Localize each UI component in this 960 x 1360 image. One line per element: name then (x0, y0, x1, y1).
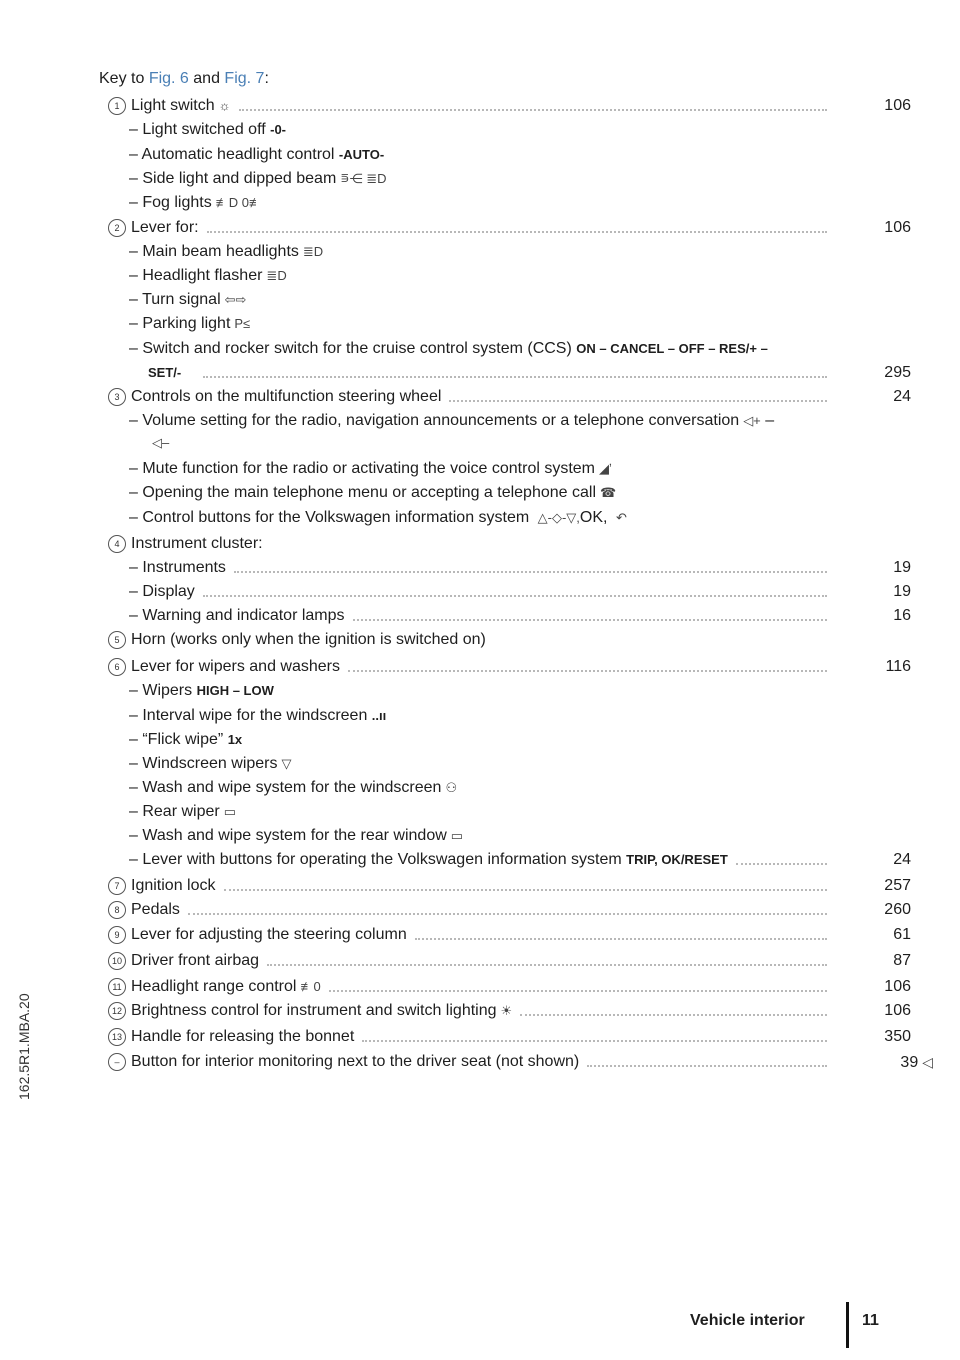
item-label: Wash and wipe system for the rear window (142, 827, 447, 844)
key-subitem (129, 169, 913, 191)
dot-leader (267, 964, 827, 966)
page-reference[interactable] (851, 558, 911, 578)
light-switch-icon: ☼ (218, 98, 231, 113)
item-number-badge: 1 (108, 97, 126, 115)
item-label: Rear wiper (142, 803, 220, 820)
item-text (129, 778, 457, 798)
key-item (108, 900, 913, 922)
page-reference[interactable] (851, 363, 911, 383)
page-reference[interactable] (851, 606, 911, 626)
footer-page-number: 11 (862, 1312, 879, 1329)
key-item (108, 534, 913, 556)
key-subitem (129, 145, 913, 167)
item-text (131, 657, 340, 677)
dot-leader (736, 863, 827, 865)
key-subitem (129, 802, 913, 824)
item-label: Ignition lock (131, 877, 216, 894)
page-reference[interactable] (851, 387, 911, 407)
key-item (108, 1052, 933, 1074)
item-label: Horn (works only when the ignition is switched on) (131, 631, 486, 648)
item-label: Light switched off (142, 121, 271, 138)
item-text (131, 387, 441, 407)
item-label: Lever for wipers and washers (131, 658, 340, 675)
item-text (131, 534, 263, 554)
page-number: 295 (884, 364, 911, 381)
item-text (129, 706, 386, 726)
item-text (129, 508, 627, 528)
item-label: Instruments (142, 559, 226, 576)
item-text (129, 120, 286, 140)
item-tail: OK, (579, 509, 612, 526)
mute-voice-icon: ◢ʼ (599, 461, 612, 476)
key-item (108, 876, 913, 898)
control-label: ..ıı (371, 708, 387, 723)
item-label: Mute function for the radio or activating the voice control system (142, 460, 596, 477)
page-reference[interactable] (851, 977, 911, 997)
page-reference[interactable] (851, 1001, 911, 1021)
item-text (129, 730, 242, 750)
item-label: Opening the main telephone menu or accepting a telephone call (142, 484, 596, 501)
item-number-badge: 11 (108, 978, 126, 996)
item-label: Lever with buttons for operating the Volkswagen information system (142, 851, 627, 868)
key-subitem (129, 483, 913, 505)
item-label: Parking light (142, 315, 231, 332)
item-label: Lever for adjusting the steering column (131, 926, 407, 943)
document-code: 162.5R1.MBA.20 (16, 993, 32, 1100)
item-text (129, 850, 728, 870)
key-item (108, 96, 913, 118)
item-label: Button for interior monitoring next to the driver seat (not shown) (131, 1053, 580, 1070)
item-text (131, 1052, 579, 1072)
item-label: Warning and indicator lamps (142, 607, 345, 624)
page-reference[interactable] (851, 1027, 911, 1047)
page-number: 260 (884, 901, 911, 918)
page-number: 16 (893, 607, 911, 624)
item-text (129, 193, 262, 213)
item-number-badge: 8 (108, 901, 126, 919)
key-subitem (129, 850, 913, 872)
item-text (129, 242, 323, 262)
item-number-badge: 6 (108, 658, 126, 676)
page-number: 61 (893, 926, 911, 943)
key-subitem (129, 339, 913, 361)
key-item-continuation (129, 433, 913, 455)
item-label: “Flick wipe” (142, 731, 228, 748)
page-reference[interactable] (851, 925, 911, 945)
item-number-badge: 9 (108, 926, 126, 944)
item-text (129, 754, 292, 774)
dot-leader (362, 1040, 827, 1042)
key-item (108, 630, 913, 652)
item-label: Switch and rocker switch for the cruise control system (CCS) (142, 340, 577, 357)
control-label: HIGH – LOW (196, 683, 274, 698)
key-subitem (129, 558, 913, 580)
item-label: Fog lights (142, 194, 212, 211)
dot-leader (203, 595, 827, 597)
key-subitem (129, 193, 913, 215)
item-label: Automatic headlight control (141, 146, 339, 163)
page-reference[interactable] (851, 850, 911, 870)
key-subitem (129, 681, 913, 703)
page-number: 24 (893, 388, 911, 405)
key-subitem (129, 730, 913, 752)
page-number: 24 (893, 851, 911, 868)
item-number-badge: 12 (108, 1002, 126, 1020)
item-text (131, 977, 321, 997)
fig6-link[interactable]: Fig. 6 (148, 70, 189, 87)
key-item (108, 218, 913, 240)
item-text (129, 802, 236, 822)
item-text (129, 169, 387, 189)
item-label: Handle for releasing the bonnet (131, 1028, 355, 1045)
item-label: Interval wipe for the windscreen (142, 707, 372, 724)
page-number: 257 (884, 877, 911, 894)
key-subitem (129, 826, 913, 848)
item-text (129, 459, 612, 479)
key-subitem (129, 266, 913, 288)
parking-light-icon: P≤ (234, 316, 251, 331)
key-subitem (129, 459, 913, 481)
turn-signal-icon: ⇦⇨ (224, 292, 247, 307)
telephone-icon: ☎ (600, 485, 617, 500)
item-label: Main beam headlights (142, 243, 299, 260)
item-label: Side light and dipped beam (142, 170, 337, 187)
page-number: 87 (893, 952, 911, 969)
item-text (131, 876, 216, 896)
page-number: 39 (900, 1054, 919, 1071)
page-number: 106 (884, 1002, 911, 1019)
item-label: Light switch (131, 97, 215, 114)
item-text (131, 925, 407, 945)
windscreen-wiper-icon: ▽ (281, 756, 292, 771)
item-number-badge: 13 (108, 1028, 126, 1046)
item-text (129, 290, 246, 310)
page-reference[interactable] (851, 900, 911, 920)
key-item (108, 977, 913, 999)
page-reference[interactable] (851, 657, 911, 677)
page-number: 106 (884, 97, 911, 114)
key-subitem (129, 242, 913, 264)
item-text (129, 266, 287, 286)
dot-leader (449, 400, 827, 402)
page-reference[interactable] (851, 582, 911, 602)
item-text (129, 681, 274, 701)
item-text (129, 339, 768, 359)
headlight-range-icon: ≢0 (300, 979, 321, 994)
dot-leader (207, 231, 827, 233)
item-text (129, 826, 463, 846)
intro-suffix: : (264, 70, 269, 87)
main-beam-icon: ≣D (302, 244, 324, 259)
dot-leader (353, 619, 827, 621)
item-tail: – (760, 412, 775, 429)
brightness-icon: ☀ (500, 1003, 513, 1018)
key-item (108, 1027, 913, 1049)
key-item (108, 657, 913, 679)
item-text (148, 433, 169, 453)
page-number: 19 (893, 583, 911, 600)
page-number: 106 (884, 978, 911, 995)
key-subitem (129, 778, 913, 800)
key-subitem (129, 606, 913, 628)
dot-leader (587, 1065, 827, 1067)
item-label: Wipers (142, 682, 197, 699)
item-text (129, 558, 226, 578)
control-label: -0- (270, 122, 287, 137)
item-label: Lever for: (131, 219, 199, 236)
page-number: 106 (884, 219, 911, 236)
key-subitem (129, 120, 913, 142)
item-number-badge: 3 (108, 388, 126, 406)
key-subitem (129, 706, 913, 728)
key-subitem (129, 754, 913, 776)
control-label: 1x (227, 732, 243, 747)
fog-lights-icon: ≢D 0≢ (215, 195, 262, 210)
key-item-continuation (129, 363, 913, 385)
key-item (108, 951, 913, 973)
footer-section-title: Vehicle interior (690, 1312, 805, 1329)
key-item (108, 925, 913, 947)
dot-leader (239, 109, 827, 111)
item-number-badge: 5 (108, 631, 126, 649)
dot-leader (188, 913, 827, 915)
item-text (131, 900, 180, 920)
item-text (131, 1001, 512, 1021)
item-text (129, 483, 616, 503)
item-label: Display (142, 583, 195, 600)
intro-prefix: Key to (99, 70, 149, 87)
side-light-dipped-beam-icon: ⋾⋲ ≣D (340, 171, 387, 186)
page-reference[interactable] (851, 951, 911, 971)
volume-up-icon: ◁+ (743, 413, 761, 428)
item-text (129, 606, 345, 626)
item-number-badge: 10 (108, 952, 126, 970)
page-reference[interactable] (853, 1052, 933, 1073)
item-text (131, 1027, 354, 1047)
key-item (108, 1001, 913, 1023)
item-text (131, 630, 486, 650)
item-label: Controls on the multifunction steering wheel (131, 388, 442, 405)
intro-and: and (188, 70, 225, 87)
item-label: Driver front airbag (131, 952, 260, 969)
item-text (129, 582, 195, 602)
fig7-link[interactable]: Fig. 7 (224, 70, 265, 87)
rear-wiper-icon: ▭ (223, 804, 236, 819)
page-reference[interactable] (851, 218, 911, 238)
footer-divider (846, 1302, 849, 1348)
item-text (148, 363, 181, 383)
dot-leader (329, 990, 827, 992)
item-text (129, 145, 384, 165)
key-subitem (129, 314, 913, 336)
item-text (131, 96, 231, 116)
windscreen-washer-icon: ⚇ (445, 780, 458, 795)
item-label: Turn signal (142, 291, 221, 308)
item-label: Instrument cluster: (131, 535, 263, 552)
intro-line (99, 70, 269, 88)
item-number-badge: 4 (108, 535, 126, 553)
item-label: Volume setting for the radio, navigation announcements or a telephone conversation (142, 412, 740, 429)
key-item (108, 387, 913, 409)
key-subitem (129, 508, 913, 530)
page-number: 350 (884, 1028, 911, 1045)
item-number-badge: 2 (108, 219, 126, 237)
back-triangle-icon[interactable]: ◁ (922, 1054, 933, 1070)
item-label: Wash and wipe system for the windscreen (142, 779, 442, 796)
item-label: Headlight range control (131, 978, 297, 995)
item-text (129, 314, 250, 334)
volume-down-icon: ◁– (152, 435, 170, 450)
dot-leader (234, 571, 827, 573)
key-subitem (129, 411, 913, 433)
dot-leader (348, 670, 827, 672)
page-reference[interactable] (851, 876, 911, 896)
item-text (131, 951, 259, 971)
page-reference[interactable] (851, 96, 911, 116)
dot-leader (415, 938, 827, 940)
dot-leader (520, 1014, 827, 1016)
page-number: 116 (885, 658, 911, 675)
control-buttons-icon: △-◇-▽, (537, 510, 580, 525)
control-label: ON – CANCEL – OFF – RES/+ – (576, 341, 768, 356)
item-label: Windscreen wipers (142, 755, 278, 772)
control-label: SET/- (148, 365, 182, 380)
back-icon: ↶ (615, 510, 627, 525)
page-number: 19 (893, 559, 911, 576)
headlight-flasher-icon: ≣D (266, 268, 287, 283)
item-number-badge: – (108, 1053, 126, 1071)
item-text (131, 218, 199, 238)
item-number-badge: 7 (108, 877, 126, 895)
item-label: Brightness control for instrument and switch lighting (131, 1002, 497, 1019)
item-text (129, 411, 774, 431)
key-subitem (129, 582, 913, 604)
item-label: Control buttons for the Volkswagen information system (142, 509, 534, 526)
control-label: TRIP, OK/RESET (626, 852, 728, 867)
dot-leader (224, 889, 827, 891)
item-label: Headlight flasher (142, 267, 263, 284)
dot-leader (203, 376, 827, 378)
rear-washer-icon: ▭ (450, 828, 464, 843)
control-label: -AUTO- (338, 147, 385, 162)
item-label: Pedals (131, 901, 180, 918)
key-subitem (129, 290, 913, 312)
